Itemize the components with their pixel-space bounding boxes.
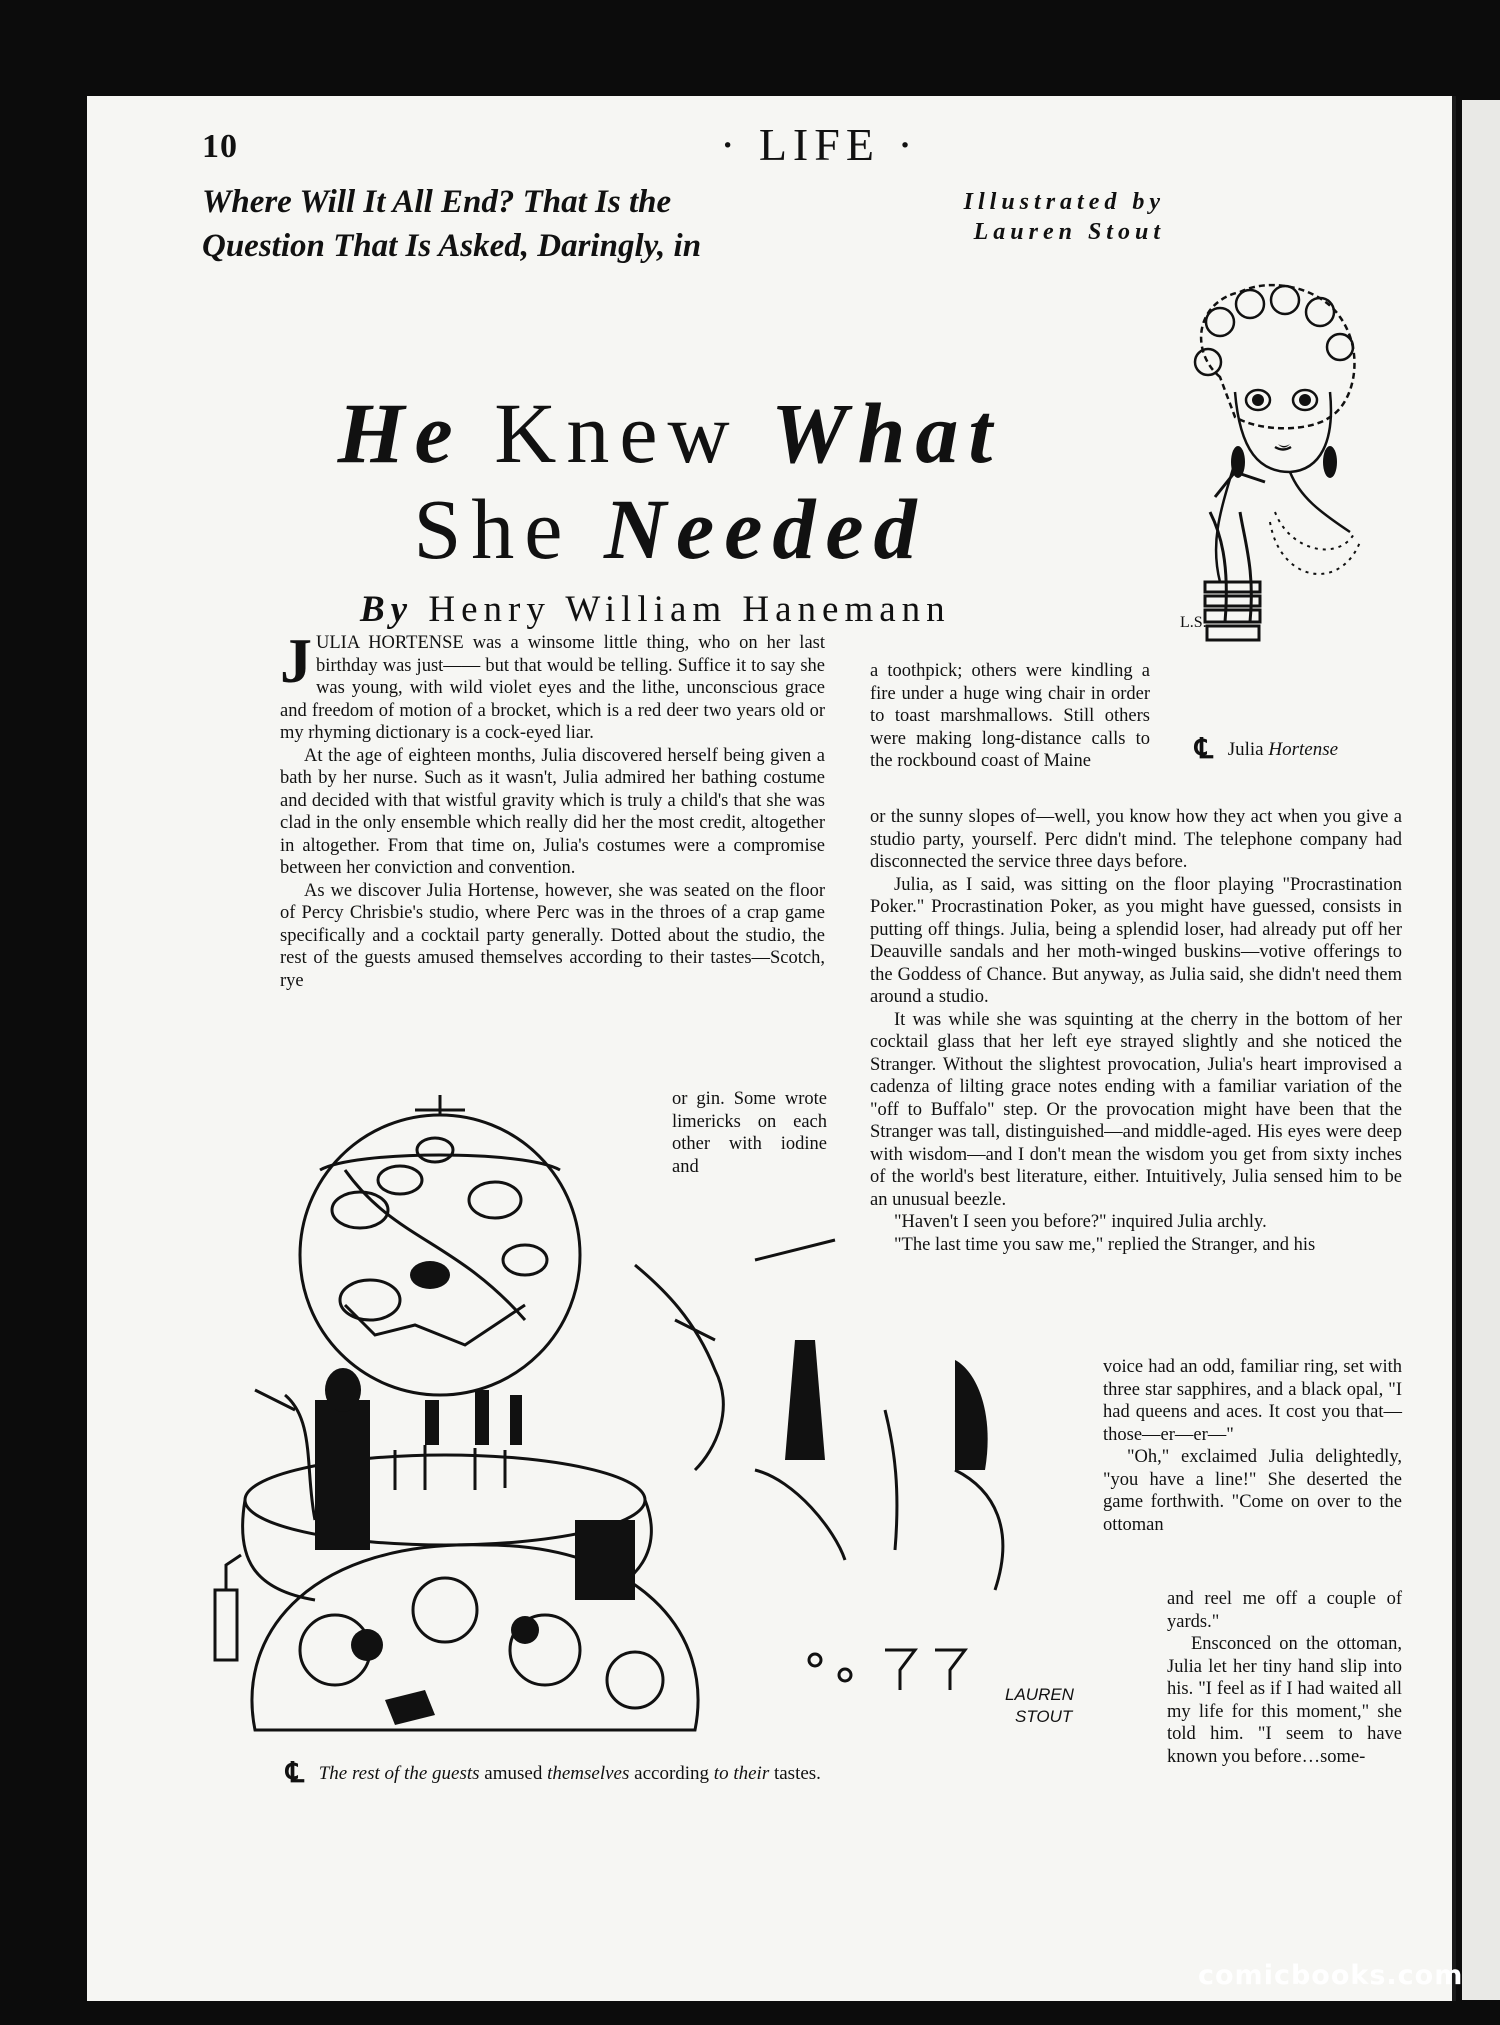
byline bbox=[360, 588, 1120, 631]
party-caption-part-2: amused bbox=[484, 1763, 543, 1784]
party-caption-part-5: to their bbox=[713, 1763, 770, 1784]
portrait-caption bbox=[1195, 732, 1338, 766]
paragraph-5: Julia, as I said, was sitting on the floor playing "Procrastination Poker." Procrastination Poker, as you might have guessed, consists in putting off things. Julia, being a splendid loser, had already put off her Deauville sandals and her moth-winged buskins—votive offerings to the Goddess of Chance. But anyway, as Julia said, she didn't need them around a studio. bbox=[870, 874, 1402, 1007]
article-column-right-narrow bbox=[1103, 1356, 1402, 1536]
illustration-signature-line-1: LAUREN bbox=[1005, 1685, 1074, 1704]
next-page-edge bbox=[1462, 100, 1500, 2000]
caption-mark-icon: ℄ bbox=[1195, 734, 1213, 765]
byline-by: By bbox=[360, 589, 414, 630]
party-caption-part-1: The rest of the guests bbox=[318, 1763, 480, 1784]
article-column-left bbox=[280, 625, 825, 992]
illustration-credit bbox=[905, 187, 1165, 247]
illustration-credit-line-1: Illustrated by bbox=[963, 189, 1165, 215]
masthead: · LIFE · bbox=[720, 119, 919, 170]
party-caption-part-6: tastes. bbox=[773, 1763, 821, 1784]
party-caption bbox=[286, 1756, 821, 1790]
paragraph-9: "Oh," exclaimed Julia delightedly, "you have a line!" She deserted the game forthwith. "Come on over to the ottoman bbox=[1103, 1447, 1402, 1535]
julia-portrait-illustration bbox=[1180, 282, 1370, 712]
portrait-caption-surname: Hortense bbox=[1268, 739, 1339, 760]
party-caption-part-3: themselves bbox=[547, 1763, 630, 1784]
party-caption-part-4: according bbox=[634, 1763, 710, 1784]
caption-mark-icon: ℄ bbox=[286, 1758, 304, 1789]
title-word-knew: Knew bbox=[494, 385, 740, 481]
title-word-he: He bbox=[337, 385, 463, 481]
title-word-needed: Needed bbox=[603, 481, 927, 577]
portrait-caption-name: Julia bbox=[1227, 739, 1264, 760]
paragraph-7: "Haven't I seen you before?" inquired Julia archly. bbox=[894, 1212, 1267, 1232]
byline-author: Henry William Hanemann bbox=[428, 589, 951, 630]
paragraph-2: At the age of eighteen months, Julia discovered herself being given a bath by her nurse. Such as it wasn't, Julia admired her bathing costume and decided with that wistful gravity which is truly a child's that she was clad in the only ensemble which really did her the most credit, altogether in altogether. From that time on, Julia's costumes were a compromise between her conviction and convention. bbox=[280, 745, 825, 878]
portrait-monogram: L.S. bbox=[1180, 614, 1207, 631]
paragraph-9-continued: and reel me off a couple of yards." bbox=[1167, 1589, 1402, 1632]
paragraph-3: As we discover Julia Hortense, however, she was seated on the floor of Percy Chrisbie's studio, where Perc was in the throes of a crap game specifically and a cocktail party generally. Dotted about the studio, the rest of the guests amused themselves according to their tastes—Scotch, rye bbox=[280, 880, 825, 991]
article-column-right-top bbox=[870, 660, 1150, 773]
illustration-signature-line-2: STOUT bbox=[1015, 1707, 1073, 1726]
drop-cap: J bbox=[280, 625, 312, 696]
title-line-1 bbox=[260, 385, 1080, 481]
kicker-line-1: Where Will It All End? That Is the bbox=[202, 184, 672, 220]
paragraph-1 bbox=[280, 625, 825, 745]
paragraph-3-continued: or gin. Some wrote limericks on each other with iodine and bbox=[672, 1089, 827, 1177]
paragraph-8: "The last time you saw me," replied the Stranger, and his bbox=[894, 1234, 1316, 1255]
title-line-2 bbox=[260, 481, 1080, 577]
paragraph-1-text: ULIA HORTENSE was a winsome little thing, who on her last birthday was just—— but that would be telling. Suffice it to say she was young, with wild violet eyes and the lithe, unconscious grace and freedom of motion of a brocket, which is a red deer two years old or my rhyming dictionary is a cock-eyed liar. bbox=[280, 633, 825, 743]
illustration-credit-line-2: Lauren Stout bbox=[973, 219, 1165, 245]
title-word-what: What bbox=[771, 385, 1003, 481]
kicker bbox=[202, 180, 902, 268]
page-number: 10 bbox=[202, 128, 238, 165]
paragraph-8-continued: voice had an odd, familiar ring, set with three star sapphires, and a black opal, "I had queens and aces. It cost you that—those—er—er—" bbox=[1103, 1357, 1402, 1445]
site-watermark: comicbooks.com bbox=[1198, 1960, 1464, 1991]
article-title bbox=[260, 385, 1080, 577]
paragraph-6: It was while she was squinting at the cherry in the bottom of her cocktail glass that her left eye strayed slightly and she noticed the Stranger. Without the slightest provocation, Julia's heart improvised a cadenza of lilting grace notes ending with a familiar variation of the "off to Buffalo" step. Or the provocation might have been that the Stranger was tall, distinguished—and middle-aged. His eyes were deep with wisdom—and I don't mean the wisdom you get from sixty inches of the world's best literature, either. Intuitively, Julia sensed him to be an unusual beezle. bbox=[870, 1009, 1402, 1210]
paragraph-4-continued: or the sunny slopes of—well, you know how they act when you give a studio party, yourself. Perc didn't mind. The telephone company had disconnected the service three days before. bbox=[870, 807, 1402, 872]
paragraph-4: a toothpick; others were kindling a fire under a huge wing chair in order to toast marshmallows. Still others were making long-distance calls to the rockbound coast of Maine bbox=[870, 661, 1150, 771]
kicker-line-2: Question That Is Asked, Daringly, in bbox=[202, 228, 702, 264]
article-column-right-narrowest bbox=[1167, 1588, 1402, 1768]
title-word-she: She bbox=[413, 481, 573, 577]
party-illustration bbox=[195, 1090, 1125, 1755]
paragraph-10: Ensconced on the ottoman, Julia let her tiny hand slip into his. "I feel as if I had waited all my life for this moment," she told him. "I seem to have known you before…some- bbox=[1167, 1634, 1402, 1767]
